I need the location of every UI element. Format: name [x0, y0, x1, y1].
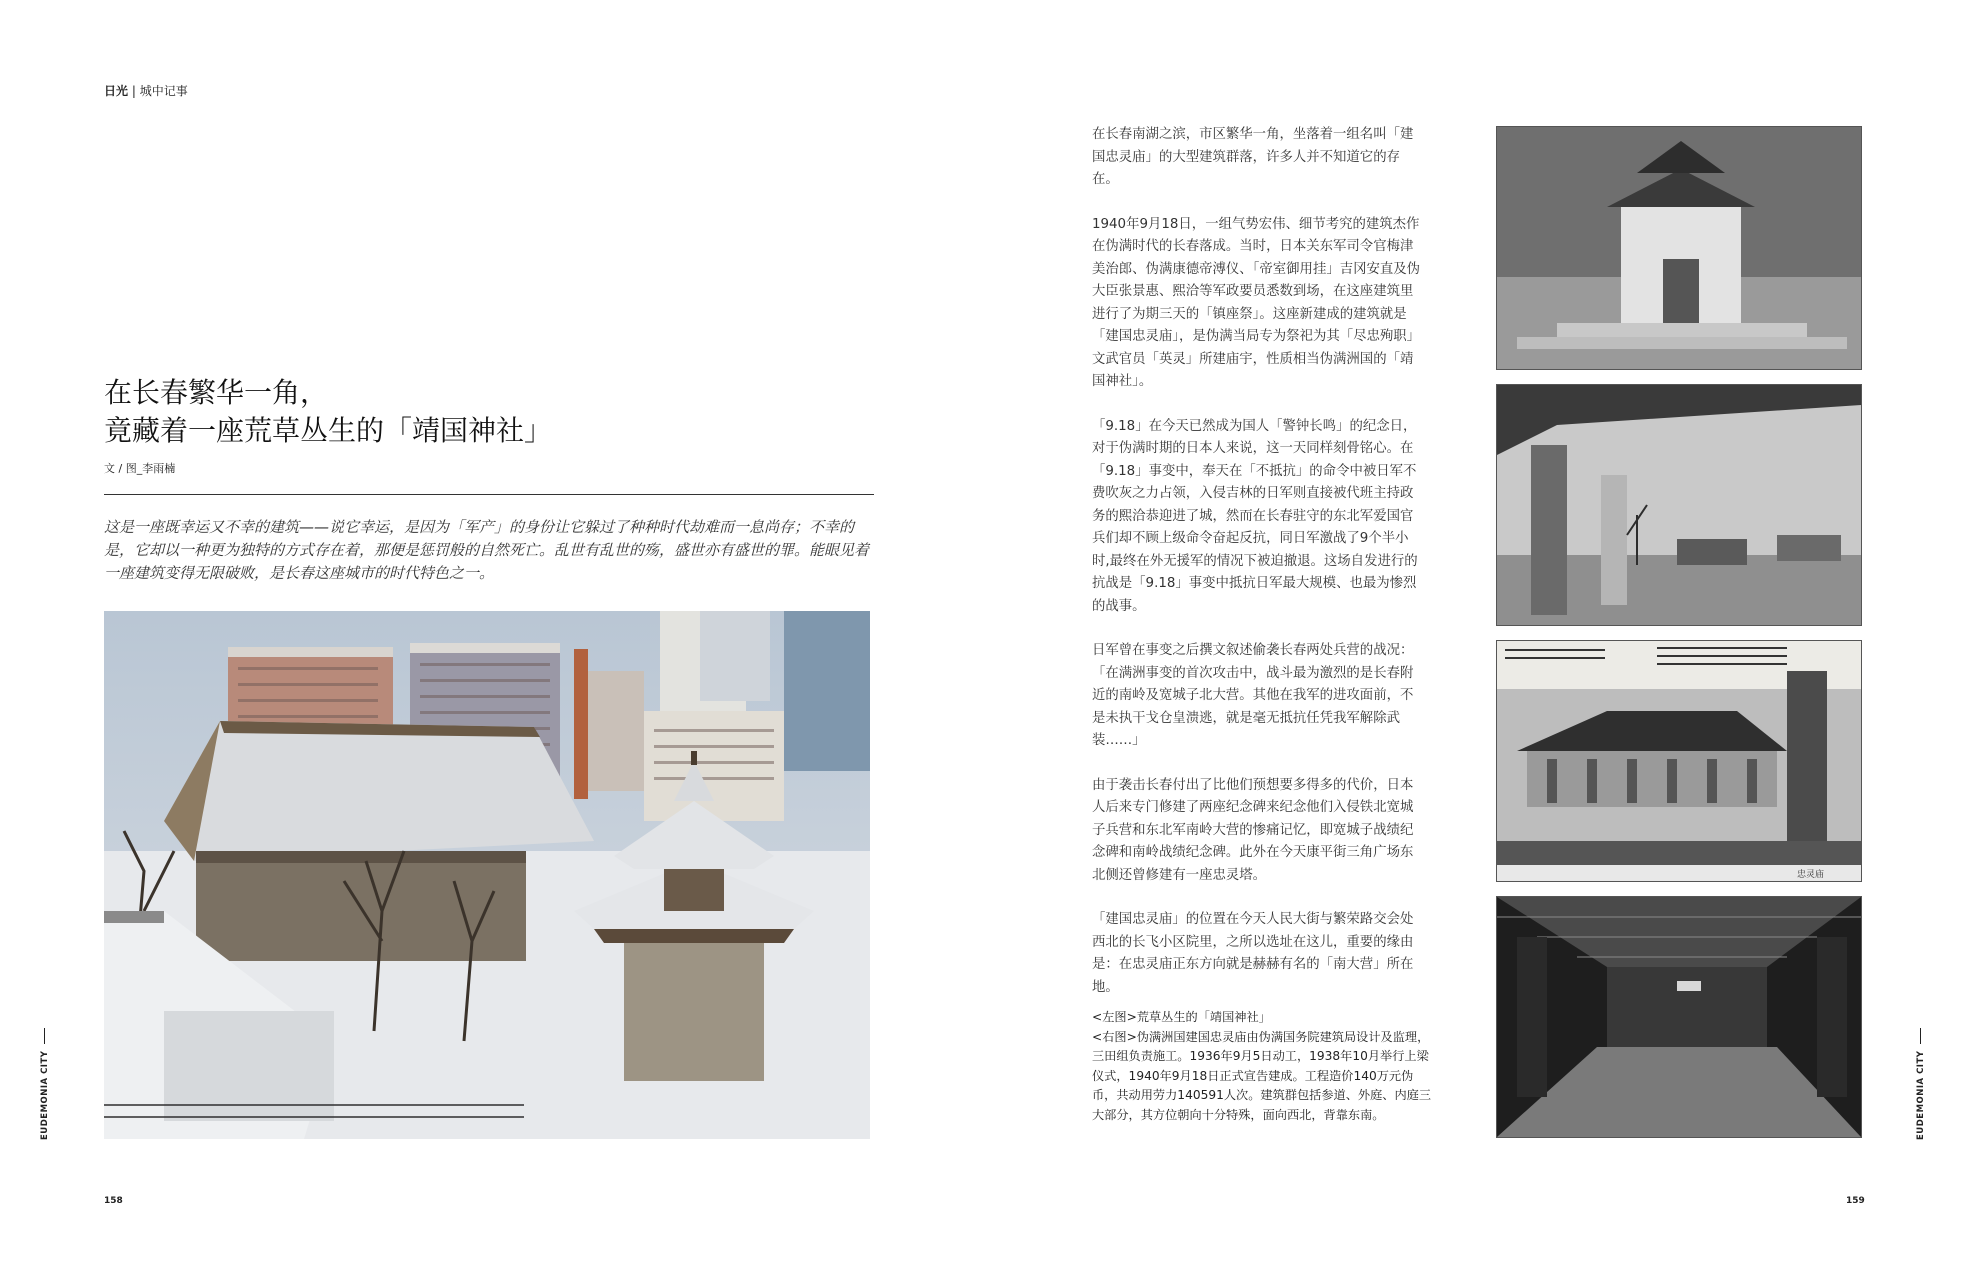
lede-paragraph: 这是一座既幸运又不幸的建筑——说它幸运，是因为「军产」的身份让它躲过了种种时代劫难而一息尚存；不幸的是，它却以一种更为独特的方式存在着，那便是惩罚般的自然死亡。乱世有乱世的殇，盛世亦有盛世的罪。能眼见着一座建筑变得无限破败，是长春这座城市的时代特色之一。	[104, 518, 870, 582]
paragraph: 由于袭击长春付出了比他们预想要多得多的代价，日本人后来专门修建了两座纪念碑来纪念他们入侵铁北宽城子兵营和东北军南岭大营的惨痛记忆，即宽城子战绩纪念碑和南岭战绩纪念碑。此外在今天康平街三角广场东北侧还曾修建有一座忠灵塔。	[1092, 777, 1414, 883]
title-line-1: 在长春繁华一角，	[104, 376, 329, 409]
left-side-label: EUDEMONIA CITY	[40, 1050, 50, 1140]
caption-right: <右图>伪满洲国建国忠灵庙由伪满国务院建筑局设计及监理，三田组负责施工。1936年9月5日动工，1938年10月举行上梁仪式，1940年9月18日正式宣告建成。工程造价140万元伪币，共动用劳力140591人次。建筑群包括参道、外庭、内庭三大部分，其方位朝向十分特殊，面向西北，背靠东南。	[1092, 1029, 1432, 1122]
divider	[104, 494, 874, 495]
photo-caption-text: 忠灵庙	[1797, 870, 1825, 880]
body-column	[1092, 124, 1422, 1021]
right-side-label: EUDEMONIA CITY	[1916, 1050, 1926, 1140]
historic-photo-interior	[1496, 896, 1862, 1138]
subsection-name: 城中记事	[139, 84, 188, 98]
paragraph: 日军曾在事变之后撰文叙述偷袭长春两处兵营的战况：「在满洲事变的首次攻击中，战斗最为激烈的是长春附近的南岭及宽城子北大营。其他在我军的进攻面前，不是未执干戈仓皇溃逃，就是毫无抵抗任凭我军解除武装……」	[1092, 643, 1414, 748]
historic-photo-main-hall	[1496, 640, 1862, 882]
paragraph: 「建国忠灵庙」的位置在今天人民大街与繁荣路交会处西北的长飞小区院里，之所以选址在这儿，重要的缘由是：在忠灵庙正东方向就是赫赫有名的「南大营」所在地。	[1092, 912, 1414, 995]
caption-left: <左图>荒草丛生的「靖国神社」	[1092, 1010, 1271, 1024]
title-line-2: 竟藏着一座荒草丛生的「靖国神社」	[104, 414, 553, 447]
historic-photo-shrine-gate	[1496, 126, 1862, 370]
paragraph: 「9.18」在今天已然成为国人「警钟长鸣」的纪念日，对于伪满时期的日本人来说，这一天同样刻骨铭心。在「9.18」事变中，奉天在「不抵抗」的命令中被日军不费吹灰之力占领，入侵吉林的日军则直接被代班主持政务的熙洽恭迎进了城，然而在长春驻守的东北军爱国官兵们却不顾上级命令奋起反抗，同日军激战了9个半小时,最终在外无援军的情况下被迫撤退。这场自发进行的抗战是「9.18」事变中抵抗日军最大规模、也最为惨烈的战事。	[1092, 418, 1418, 614]
byline: 文 / 图_李雨楠	[104, 462, 176, 475]
section-header: 日光 | 城中记事	[104, 84, 188, 98]
photo-captions	[1092, 1008, 1432, 1125]
page-number-right: 159	[1846, 1196, 1865, 1206]
paragraph: 在长春南湖之滨，市区繁华一角，坐落着一组名叫「建国忠灵庙」的大型建筑群落，许多人并不知道它的存在。	[1092, 127, 1414, 187]
section-name: 日光	[104, 84, 129, 98]
article-title	[104, 374, 664, 450]
historic-photo-colonnade	[1496, 384, 1862, 626]
page-number-left: 158	[104, 1196, 123, 1206]
paragraph: 1940年9月18日，一组气势宏伟、细节考究的建筑杰作在伪满时代的长春落成。当时，日本关东军司令官梅津美治郎、伪满康德帝溥仪、「帝室御用挂」吉冈安直及伪大臣张景惠、熙洽等军政要员悉数到场，在这座建筑里进行了为期三天的「镇座祭」。这座新建成的建筑就是「建国忠灵庙」，是伪满当局专为祭祀为其「尽忠殉职」文武官员「英灵」所建庙宇，性质相当伪满洲国的「靖国神社」。	[1092, 216, 1421, 389]
right-side-rule	[1920, 1028, 1921, 1044]
left-side-rule	[44, 1028, 45, 1044]
main-photo-snowy-temple	[104, 611, 870, 1139]
